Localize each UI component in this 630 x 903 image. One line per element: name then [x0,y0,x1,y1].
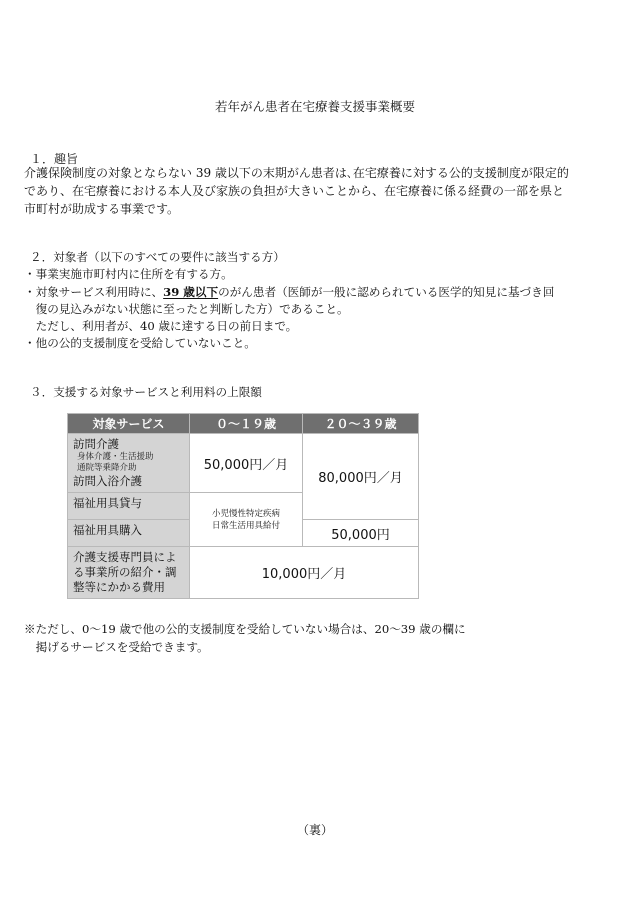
page-title: 若年がん患者在宅療養支援事業概要 [214,99,415,114]
fee-young-home-care: 50,000円／月 [190,434,303,493]
eligibility-item: ・事業実施市町村内に住所を有する方。 [24,267,233,281]
section1-line: 市町村が助成する事業です。 [24,202,180,216]
section1-line: 介護保険制度の対象とならない 39 歳以下の末期がん患者は､在宅療養に対する公的支援制度が限定的 [24,166,569,180]
column-header: ２０～３９歳 [303,414,419,434]
column-header: ０～１９歳 [190,414,303,434]
eligibility-item-cont: 復の見込みがない状態に至ったと判断した方）であること。 [24,302,349,316]
service-sublabel: 通院等乗降介助 [77,463,137,473]
eligibility-item-cont: ただし、利用者が、40 歳に達する日の前日まで。 [24,319,298,333]
service-label: る事業所の紹介・調 [73,565,177,579]
note-line: ※ただし、0～19 歳で他の公的支援制度を受給していない場合は、20～39 歳の欄に [24,622,466,636]
service-cell-home-care [68,434,190,493]
service-label: 訪問入浴介護 [73,474,142,488]
service-fee-table [67,413,419,599]
service-cell-equipment-purchase: 福祉用具購入 [68,520,190,547]
eligibility-item [24,284,554,302]
program-name: 小児慢性特定疾病 [211,508,280,519]
fee-care-manager: 10,000円／月 [190,547,419,599]
column-header: 対象サービス [68,414,190,434]
page-footer: （裏） [296,823,333,837]
section2-heading: ２．対象者（以下のすべての要件に該当する方） [30,250,285,264]
service-label: 訪問介護 [73,437,119,451]
service-cell-equipment-rental: 福祉用具貸与 [68,493,190,520]
service-label: 整等にかかる費用 [73,580,165,594]
section1-heading: １．趣旨 [30,152,79,166]
note-line: 掲げるサービスを受給できます。 [24,640,209,654]
table-row [68,547,419,599]
section3-heading: ３．支援する対象サービスと利用料の上限額 [30,385,262,399]
fee-adult-equipment-purchase: 50,000円 [303,520,419,547]
fee-adult-home-care: 80,000円／月 [303,434,419,520]
section1-line: であり、在宅療養における本人及び家族の負担が大きいことから、在宅療養に係る経費の一部を県と [24,184,565,198]
table-row [68,434,419,493]
eligibility-item: ・他の公的支援制度を受給していないこと。 [24,336,256,350]
table-header-row [68,414,419,434]
service-cell-care-manager [68,547,190,599]
eligibility-text: ・対象サービス利用時に、 [24,285,164,299]
eligibility-text: のがん患者（医師が一般に認められている医学的知見に基づき回 [218,285,555,299]
fee-young-equipment [190,493,303,547]
service-label: 介護支援専門員によ [73,550,177,564]
program-name: 日常生活用具給付 [211,520,280,531]
age-limit-emphasis: 39 歳以下 [163,285,219,299]
service-sublabel: 身体介護・生活援助 [77,452,154,462]
